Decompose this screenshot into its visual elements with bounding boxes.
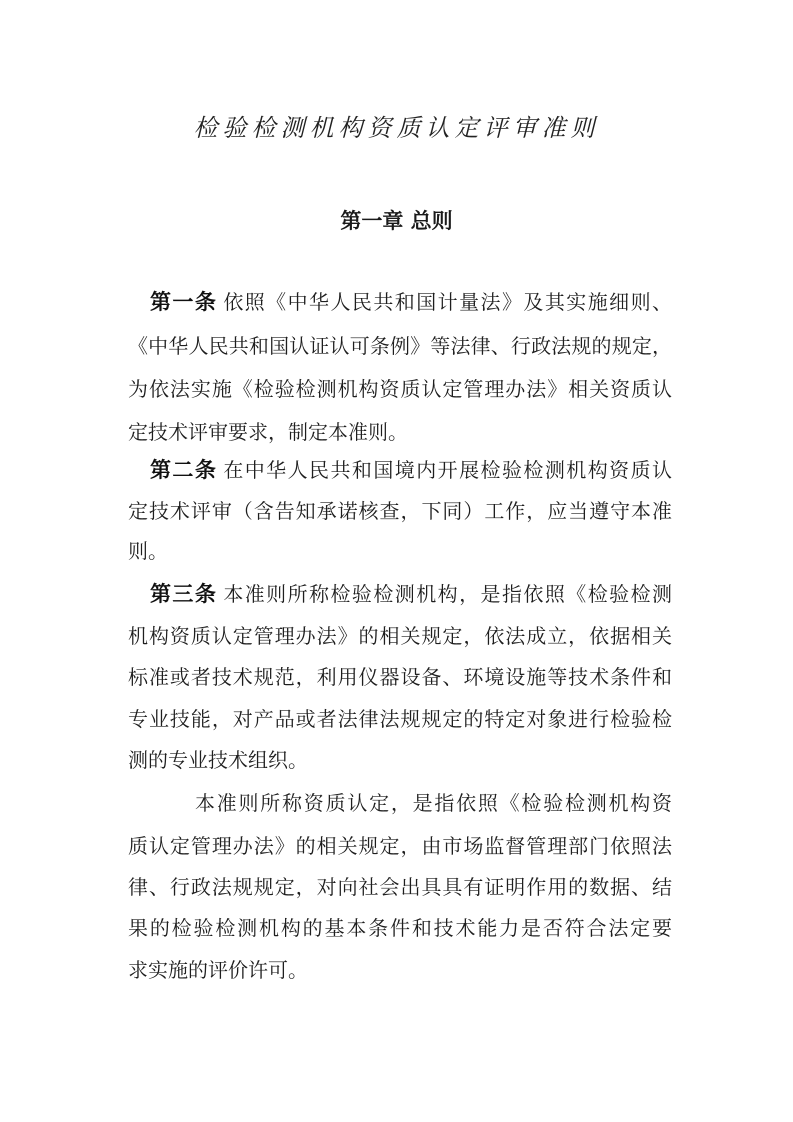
article-3-line-4: 专业技能，对产品或者法律法规规定的特定对象进行检验检	[128, 707, 672, 731]
paragraph-line-2: 质认定管理办法》的相关规定，由市场监督管理部门依照法	[128, 834, 672, 858]
article-1-label: 第一条	[150, 290, 218, 314]
document-title: 检验检测机构资质认定评审准则	[193, 114, 600, 142]
article-1-line-4: 定技术评审要求，制定本准则。	[128, 420, 408, 444]
article-3-text: 本准则所称检验检测机构，是指依照《检验检测	[223, 582, 672, 606]
paragraph-line-3: 律、行政法规规定，对向社会出具具有证明作用的数据、结	[128, 875, 672, 899]
article-2-line-1	[150, 455, 672, 485]
article-2-label: 第二条	[150, 458, 218, 482]
article-3-line-3: 标准或者技术规范，利用仪器设备、环境设施等技术条件和	[128, 665, 672, 689]
paragraph-line-5: 求实施的评价许可。	[128, 958, 308, 982]
article-3-line-5: 测的专业技术组织。	[128, 748, 308, 772]
article-1-line-3: 为依法实施《检验检测机构资质认定管理办法》相关资质认	[128, 377, 672, 401]
article-3-label: 第三条	[150, 582, 218, 606]
paragraph-line-1: 本准则所称资质认定，是指依照《检验检测机构资	[195, 791, 672, 815]
article-1-line-2: 《中华人民共和国认证认可条例》等法律、行政法规的规定，	[128, 334, 672, 358]
article-2-line-2: 定技术评审（含告知承诺核查，下同）工作，应当遵守本准	[128, 499, 672, 523]
chapter-heading: 第一章 总则	[340, 209, 453, 233]
article-1-text: 依照《中华人民共和国计量法》及其实施细则、	[223, 290, 672, 314]
article-2-line-3: 则。	[128, 539, 168, 563]
article-2-text: 在中华人民共和国境内开展检验检测机构资质认	[223, 458, 672, 482]
article-3-line-2: 机构资质认定管理办法》的相关规定，依法成立，依据相关	[128, 624, 672, 648]
paragraph-line-4: 果的检验检测机构的基本条件和技术能力是否符合法定要	[128, 916, 672, 940]
article-3-line-1	[150, 579, 672, 609]
article-1-line-1	[150, 287, 672, 317]
